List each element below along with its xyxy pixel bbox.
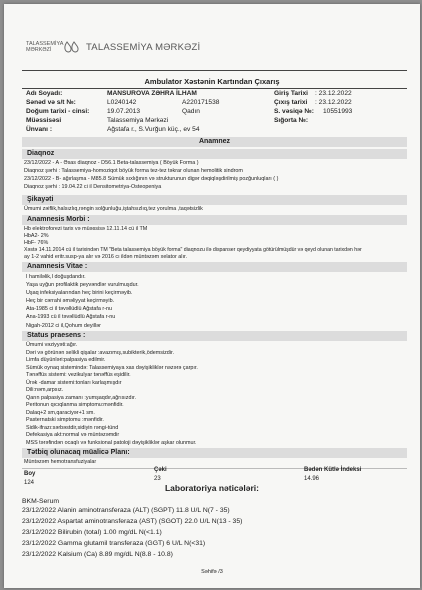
- lab-result-line: 23/12/2022 Bilirubin (total) 1.00 mg/dL N(<1.1): [22, 529, 162, 536]
- treatment-plan-header: Tətbiq olunacaq müalicə Planı:: [22, 448, 407, 458]
- case-number-label: S. vəsiqə №:: [274, 108, 314, 115]
- status-line: Dalaq+2 sm,qaraciyər+1 sm.: [26, 409, 95, 416]
- dob-label: Doğum tarixi - cinsi:: [26, 108, 90, 115]
- lab-result-line: 23/12/2022 Alanin aminotransferaza (ALT) (SGPT) 11.8 U/L N(7 - 35): [22, 507, 230, 514]
- name-label: Adı Soyadı:: [26, 90, 63, 97]
- status-line: Dili:nəm,arpsız.: [26, 387, 64, 393]
- insurance-label: Sığorta №:: [274, 117, 309, 124]
- morbi-line: Xəstə 14.11.2014 cü il tarixindən TM "Beta talassemiya böyük forma" diaqnozu ilə dispanser qeydiyyata götürülmüşdür və qeyd olunan tarixdən hər: [24, 247, 362, 253]
- institution-label: Müəssisəsi: [26, 117, 62, 124]
- complaint-header: Şikayəti: [22, 195, 407, 205]
- morbi-line: Hb elektroforezi tarix və müəssisə 12.11.14 cü il TM: [24, 226, 148, 232]
- lab-section-label: BKM-Serum: [22, 498, 60, 505]
- status-praesens-header: Status praesens :: [22, 331, 407, 341]
- title-divider: [22, 88, 407, 89]
- status-list: [26, 342, 198, 447]
- morbi-line: ay 1-2 vahid eritr.susp-ya alır və 2016 cı ildən müntəzəm xelator alır.: [24, 254, 187, 260]
- vitae-list: [26, 273, 139, 330]
- vitae-line: Heç bir cərrahi əməliyyat keçirməyib.: [26, 298, 115, 305]
- address-value: Ağstafa r., S.Vurğun küç., ev 54: [107, 126, 200, 133]
- status-line: Defekasiya akt:normal və müntəzəmdir: [26, 432, 120, 438]
- status-line: Peritonun qıcıqlanma simptomu:mənfidir.: [26, 402, 124, 408]
- status-line: Limfa düyünləri:palpasiya edilmir.: [26, 357, 106, 363]
- document-page: [4, 4, 420, 588]
- institution-value: Talassemiya Mərkəzi: [107, 117, 169, 124]
- status-line: Ümumi vəziyyəti:ağır.: [26, 342, 78, 348]
- bmi-label: Bədən Kütlə İndeksi: [304, 467, 362, 473]
- status-line: Sümük oynaq sistemində: Talassemiyaya xas dəyişikliklər nəzərə çarpır.: [26, 364, 198, 371]
- weight-label: Çəki: [154, 467, 167, 473]
- address-label: Ünvanı :: [26, 126, 53, 133]
- vitae-line: Ata-1985 ci il təvəllüdlü Ağstafa r-nu: [26, 306, 112, 313]
- status-line: Dəri və görünən selikli qişalar :avazımış,subikterik,ödemsizdir.: [26, 349, 174, 356]
- status-line: MSS tərəfindən ocaqlı və funksional patoloji dəyişikliklər aşkar olunmur.: [26, 439, 197, 446]
- diagnosis-line: 23/12/2022 - A - Əsas diaqnoz - D56.1 Beta-talassemiya ( Böyük Forma ): [24, 160, 199, 166]
- sex-value: Qadın: [182, 108, 200, 115]
- bmi-value: 14.96: [304, 476, 320, 482]
- height-value: 124: [24, 480, 35, 486]
- complaint-text: Ümumi zəiflik,halsızlıq,rəngin solğunluğu,iştahsızlıq,tez yorulma ,taqətsizlik: [24, 206, 203, 212]
- doc-label: Sənəd və s/t №:: [26, 99, 76, 106]
- diagnosis-line: Diaqnoz şərhi : 19.04.22 ci il Densitometriya-Osteopeniya: [24, 184, 162, 190]
- vitae-line: Uşaq infeksiyalarından heç birini keçirməyib.: [26, 290, 133, 297]
- treatment-plan-text: Müntəzəm hemotransfuziyalar: [24, 459, 97, 465]
- anamnez-header: Anamnez: [22, 137, 407, 147]
- status-line: Pasternatski simptomu :mənfidir.: [26, 417, 104, 423]
- diagnosis-header: Diaqnoz: [22, 149, 407, 159]
- doc-value-2: A220171538: [182, 99, 220, 106]
- lab-results-title: Laboratoriya nəticələri:: [164, 483, 259, 493]
- logo-small-text: TALASSEMİYA MƏRKƏZİ: [26, 41, 64, 53]
- exit-date-label: Çıxış tarixi: [274, 99, 308, 106]
- doc-value-1: L0240142: [107, 99, 137, 106]
- status-line: Ürək -damar sistemi:tonları karlaşmışdır: [26, 379, 122, 386]
- name-value: MANSUROVA ZƏHRA İLHAM: [107, 90, 197, 97]
- morbi-line: HbA2- 2%: [24, 233, 49, 239]
- anamnesis-vitae-header: Anamnesis Vitae :: [22, 262, 407, 272]
- lab-result-line: 23/12/2022 Kalsium (Ca) 8.89 mg/dL N(8.8 - 10.8): [22, 551, 173, 558]
- logo-big-text: TALASSEMİYA MƏRKƏZİ: [86, 41, 201, 53]
- lab-result-line: 23/12/2022 Aspartat aminotransferaza (AST) (SGOT) 22.0 U/L N(13 - 35): [22, 518, 243, 525]
- vitae-line: I hamiləlik,I doğuşdandır.: [26, 274, 86, 280]
- entry-date-label: Giriş Tarixi: [274, 90, 308, 97]
- vitae-line: Yaşa uyğun profilaktik peyvəndlər vurulmuşdur.: [26, 282, 139, 289]
- center-logo: [26, 40, 200, 54]
- case-number-value: 10551993: [323, 108, 353, 115]
- document-title: Ambulator Xəstənin Kartından Çıxarış: [144, 77, 280, 86]
- logo-drop-icon: [62, 40, 84, 54]
- vitae-line: Nigah-2012 ci il,Qohum deyillər: [26, 322, 101, 329]
- diagnosis-line: Diaqnoz şərhi : Talassemiya-homoziqot böyük forma tez-tez təkrar olunan hemolitik sindrom: [24, 168, 243, 174]
- entry-date-value: : 23.12.2022: [315, 90, 352, 97]
- status-line: Sidik-ifrazı:sərbəstdir,sidiyin rəngi-tünd: [26, 424, 119, 431]
- weight-value: 23: [154, 476, 161, 482]
- page-number: Səhifə /3: [201, 569, 223, 575]
- lab-result-line: 23/12/2022 Gamma glutamil transferaza (GGT) 6 U/L N(<31): [22, 540, 206, 547]
- height-label: Boy: [24, 471, 36, 477]
- exit-date-value: : 23.12.2022: [315, 99, 352, 106]
- anamnesis-morbi-header: Anamnesis Morbi :: [22, 215, 407, 225]
- vitae-line: Ana-1993 cü il təvəllüdlü Ağstafa r-nu: [26, 314, 116, 321]
- header-divider: [22, 70, 407, 71]
- morbi-line: HbF- 76%: [24, 240, 49, 246]
- dob-value: 19.07.2013: [107, 108, 141, 115]
- status-line: Tənəffüs sistemi: vezikulyar tənəffüs eşidilir.: [26, 372, 131, 378]
- diagnosis-line: 23/12/2022 - B- ağırlaşma - M85.8 Sümük sıxlığının və strukturunun digər dəqiqləşdirilmiş pozğunluqları ( ): [24, 176, 279, 182]
- status-line: Qarın palpasiya zamanı :yumşaqdır,ağrısızdır.: [26, 394, 136, 401]
